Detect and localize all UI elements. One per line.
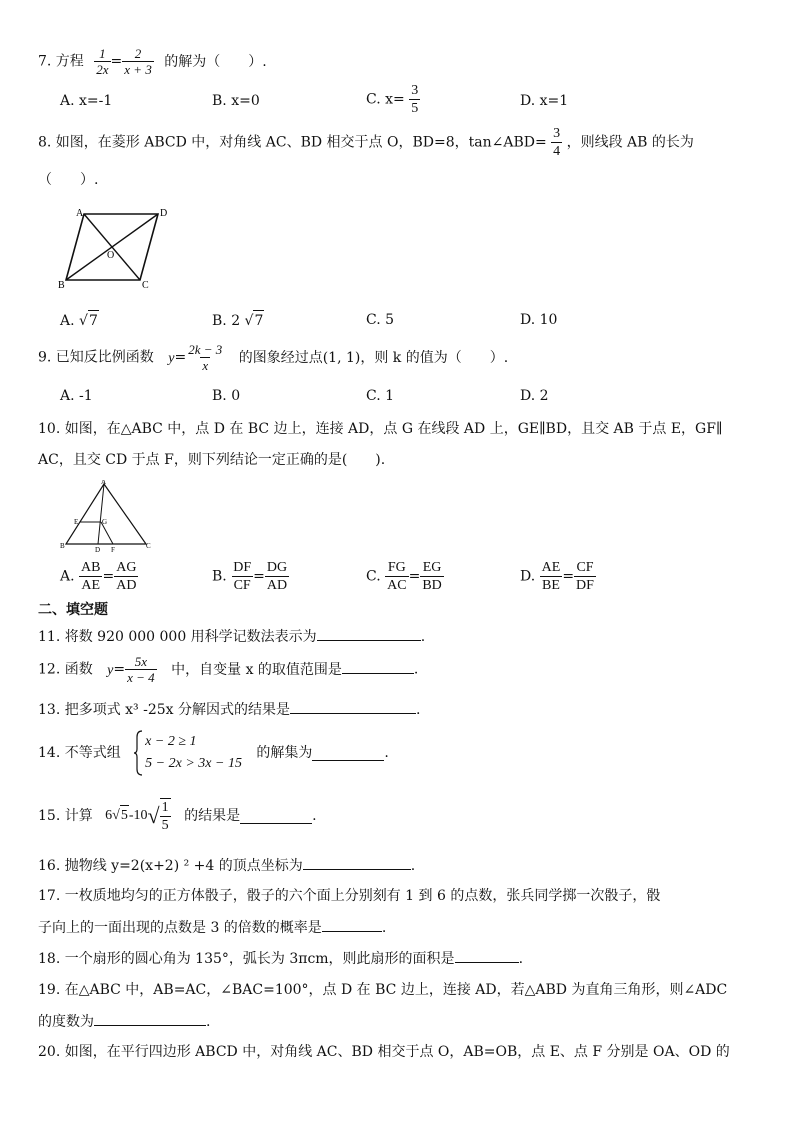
q12: 12. 函数 y= $\frac{5x}{x - 4}$ 中，自变量 x 的取值范围是 . <box>38 654 419 685</box>
q8-label-o: O <box>107 250 115 261</box>
q15-answer-blank[interactable] <box>240 809 312 824</box>
q17-line2: 子向上的一面出现的点数是 3 的倍数的概率是 . <box>38 917 386 938</box>
q8-label-a: A <box>76 208 84 219</box>
q8-stem-line2: （ ）. <box>38 172 99 188</box>
q14-inequality-system: x − 2 ≥ 1 5 − 2x > 3x − 15 <box>133 729 242 777</box>
q7-option-b: B. x=0 <box>212 93 260 109</box>
q7-option-c-fraction: $\frac{3}{5}$ <box>411 83 419 116</box>
q8-option-a: A. √7 <box>60 310 99 331</box>
q9-option-c: C. 1 <box>366 388 395 404</box>
q15: 15. 计算 6√5-10√ $\frac{1}{5}$ 的结果是 . <box>38 800 317 833</box>
q10-triangle-figure <box>58 480 154 554</box>
q10-label-a: A <box>101 480 107 486</box>
q17-answer-blank[interactable] <box>322 917 382 932</box>
q10-option-d: D. $\frac{AE}{BE}$ = $\frac{CF}{DF}$ <box>520 560 594 593</box>
q8-label-d: D <box>160 208 168 219</box>
q10-label-g: G <box>102 518 108 526</box>
q18-answer-blank[interactable] <box>455 948 519 963</box>
q8-option-b: B. 2 √7 <box>212 310 264 331</box>
q16: 16. 抛物线 y=2(x+2) ² +4 的顶点坐标为 . <box>38 855 415 876</box>
section-heading: 二、填空题 <box>38 602 108 618</box>
q10-label-c: C <box>146 542 151 550</box>
q8-tan-fraction: $\frac{3}{4}$ <box>553 126 561 159</box>
q19-line2: 的度数为 . <box>38 1011 210 1032</box>
q9-option-b: B. 0 <box>212 388 241 404</box>
q8-rhombus-figure <box>58 206 178 290</box>
q7-suffix: 的解为（ ）. <box>164 53 267 70</box>
q13: 13. 把多项式 x³ -25x 分解因式的结果是 . <box>38 699 420 720</box>
q10-label-d: D <box>95 546 101 554</box>
q7-option-c: C. x= $\frac{3}{5}$ <box>366 83 419 116</box>
brace-icon <box>133 729 143 777</box>
q10-label-e: E <box>74 518 79 526</box>
q10-stem-line2: AC，且交 CD 于点 F，则下列结论一定正确的是( ). <box>38 452 386 468</box>
q12-answer-blank[interactable] <box>342 659 414 674</box>
q19-line1: 19. 在△ABC 中，AB=AC，∠BAC=100°，点 D 在 BC 边上，连接 AD，若△ABD 为直角三角形，则∠ADC <box>38 982 728 998</box>
q14-answer-blank[interactable] <box>312 746 384 761</box>
q9-fraction: $\frac{2k - 3}{x}$ <box>188 342 223 373</box>
q18: 18. 一个扇形的圆心角为 135°，弧长为 3πcm，则此扇形的面积是 . <box>38 948 523 969</box>
q9-option-a: A. -1 <box>60 388 93 404</box>
q11: 11. 将数 920 000 000 用科学记数法表示为 . <box>38 626 425 647</box>
q7-option-a: A. x=-1 <box>60 93 113 109</box>
q8-label-c: C <box>142 280 149 290</box>
q11-answer-blank[interactable] <box>317 626 421 641</box>
q7-stem: 7. 方程 $\frac{1}{2x}$ = $\frac{2}{x + 3}$ 的解为（ ）. <box>38 46 267 77</box>
q7-option-d: D. x=1 <box>520 93 569 109</box>
q10-stem-line1: 10. 如图，在△ABC 中，点 D 在 BC 边上，连接 AD，点 G 在线段 AD 上，GE∥BD，且交 AB 于点 E，GF∥ <box>38 421 723 437</box>
q7-prefix: 7. 方程 <box>38 53 84 70</box>
q10-option-b: B. $\frac{DF}{CF}$ = $\frac{DG}{AD}$ <box>212 560 288 593</box>
q15-expression: 6√5-10√ $\frac{1}{5}$ <box>105 800 169 833</box>
q10-option-a: A. $\frac{AB}{AE}$ = $\frac{AG}{AD}$ <box>60 560 137 593</box>
q7-fraction-left: $\frac{1}{2x}$ <box>96 46 109 77</box>
q7-fraction-right: $\frac{2}{x + 3}$ <box>124 46 152 77</box>
q17-line1: 17. 一枚质地均匀的正方体骰子，骰子的六个面上分别刻有 1 到 6 的点数，张兵同学掷一次骰子，骰 <box>38 888 661 904</box>
q8-option-c: C. 5 <box>366 312 395 328</box>
q20-line1: 20. 如图，在平行四边形 ABCD 中，对角线 AC、BD 相交于点 O，AB=OB，点 E、点 F 分别是 OA、OD 的 <box>38 1044 730 1060</box>
q16-answer-blank[interactable] <box>303 855 411 870</box>
q8-label-b: B <box>58 280 65 290</box>
q10-label-b: B <box>60 542 65 550</box>
q14: 14. 不等式组 x − 2 ≥ 1 5 − 2x > 3x − 15 的解集为 . <box>38 729 389 777</box>
q8-option-d: D. 10 <box>520 312 558 328</box>
q10-label-f: F <box>111 546 115 554</box>
q8-stem: 8. 如图，在菱形 ABCD 中，对角线 AC、BD 相交于点 O，BD=8，tan∠ABD= $\frac{3}{4}$ ，则线段 AB 的长为 <box>38 126 694 159</box>
q9-stem: 9. 已知反比例函数 y= $\frac{2k - 3}{x}$ 的图象经过点(1, 1)，则 k 的值为（ ）. <box>38 342 509 373</box>
q9-option-d: D. 2 <box>520 388 549 404</box>
q13-answer-blank[interactable] <box>290 699 416 714</box>
q19-answer-blank[interactable] <box>94 1011 206 1026</box>
q10-option-c: C. $\frac{FG}{AC}$ = $\frac{EG}{BD}$ <box>366 560 442 593</box>
q12-fraction: $\frac{5x}{x - 4}$ <box>127 654 155 685</box>
